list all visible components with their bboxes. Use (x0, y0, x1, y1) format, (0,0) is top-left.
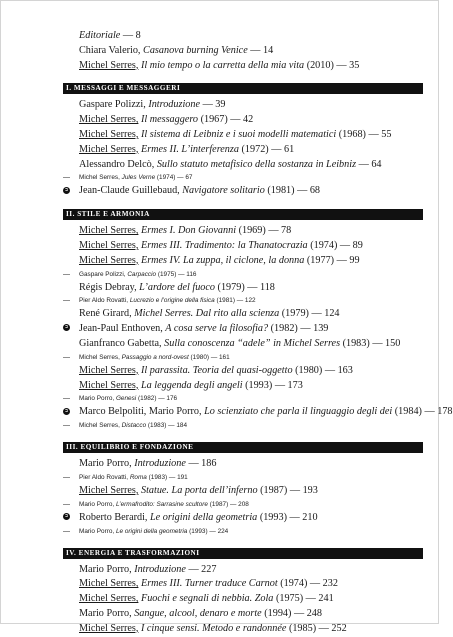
toc-entry[interactable] (63, 239, 423, 254)
entry-title: Casanova burning Venice (143, 44, 248, 56)
entry-title: I cinque sensi. Metodo e randonnée (140, 622, 287, 634)
entry-title: A cosa serve la filosofia? (165, 323, 269, 335)
page-dash: — (336, 59, 347, 71)
section-heading-label: IV. ENERGIA E TRASFORMAZIONI (66, 548, 200, 557)
page-dash: — (271, 143, 282, 155)
dash-marker: — (63, 297, 70, 305)
entry-author: Pier Aldo Rovatti, (79, 473, 129, 481)
toc-entry[interactable] (63, 563, 423, 578)
toc-entry[interactable] (63, 172, 423, 184)
arrow-glyph: ➲ (64, 512, 69, 519)
toc-entry[interactable] (63, 379, 423, 394)
entry-year: (1982) (268, 323, 298, 335)
page-dash: — (368, 128, 379, 140)
toc-entry[interactable] (63, 29, 423, 44)
entry-year: (1981) (214, 297, 235, 305)
page-dash: — (210, 353, 218, 361)
entry-year: (1994) (261, 607, 292, 619)
section-heading (63, 548, 423, 559)
entry-page: 227 (201, 563, 217, 575)
page-dash: — (297, 185, 308, 197)
toc-entry[interactable] (63, 420, 423, 432)
toc-entry[interactable] (63, 98, 423, 113)
entry-page: 118 (260, 281, 275, 293)
entry-author: Mario Porro, (79, 563, 132, 575)
entry-title: Sangue, alcool, denaro e morte (134, 607, 262, 619)
toc-entry[interactable] (63, 622, 423, 637)
entry-year: (1974) (307, 239, 338, 251)
toc-entry[interactable] (63, 307, 423, 322)
toc-entry[interactable] (63, 224, 423, 239)
entry-year: (1982) (136, 395, 157, 403)
entry-page: 122 (244, 297, 256, 305)
entry-author: Mario Porro, (79, 395, 115, 403)
section-heading-label: II. STILE E ARMONIA (66, 210, 150, 219)
page-dash: — (274, 379, 285, 391)
toc-entry[interactable] (63, 184, 423, 199)
entry-page: 64 (371, 158, 382, 170)
arrow-glyph: ➲ (64, 324, 69, 331)
entry-title: Introduzione (134, 458, 186, 470)
entry-title: Fuochi e segnali di nebbia. Zola (140, 593, 274, 605)
entry-page: 193 (302, 484, 318, 496)
entry-page: 116 (186, 270, 197, 278)
entry-author: Michel Serres, (79, 143, 139, 155)
entry-page: 61 (283, 143, 295, 155)
entry-title: Il mio tempo o la carretta della mia vita (140, 59, 305, 71)
toc-entry[interactable] (63, 113, 423, 128)
section-heading-label: III. EQUILIBRIO E FONDAZIONE (66, 443, 194, 452)
toc-entry[interactable] (63, 457, 423, 472)
entry-title: Le origini della geometria (150, 511, 258, 523)
page-dash: — (229, 500, 237, 508)
entry-page: 210 (302, 511, 318, 523)
entry-title: Ermes III. Turner traduce Carnot (140, 578, 278, 590)
entry-page: 78 (281, 225, 292, 237)
entry-author: Michel Serres, (79, 239, 139, 251)
entry-title: Ermes IV. La zuppa, il ciclone, la donna (140, 254, 305, 266)
toc-entry[interactable] (63, 337, 423, 352)
arrow-icon (63, 405, 75, 420)
page-dash: — (318, 622, 329, 634)
table-of-contents (63, 29, 453, 637)
entry-page: 55 (381, 128, 392, 140)
entry-page: 191 (177, 473, 188, 481)
entry-author: Mario Porro, (79, 500, 115, 508)
entry-author: Michel Serres, (79, 254, 139, 266)
arrow-glyph: ➲ (64, 186, 69, 193)
entry-page: 8 (135, 30, 141, 41)
page-dash: — (293, 607, 305, 619)
toc-entry[interactable] (63, 281, 423, 296)
entry-year: (1975) (156, 270, 177, 278)
entry-author: Pier Aldo Rovatti, (79, 297, 129, 305)
toc-entry[interactable] (63, 364, 423, 379)
entry-year: (1993) (242, 379, 273, 391)
entry-title: Roma (129, 473, 147, 481)
page-dash: — (236, 297, 244, 305)
entry-year: (1977) (304, 254, 335, 266)
dash-marker: — (63, 395, 70, 403)
entry-author: Michel Serres, (79, 593, 139, 605)
entry-page: 39 (215, 99, 226, 111)
entry-author: Michel Serres, (79, 578, 139, 590)
toc-entry[interactable] (63, 295, 423, 307)
entry-page: 248 (306, 607, 322, 619)
toc-entry[interactable] (63, 44, 423, 59)
entry-year: (1987) (257, 484, 288, 496)
entry-author: Michel Serres, (79, 622, 139, 634)
dash-marker: — (63, 473, 70, 481)
entry-title: Sulla conoscenza “adele” in Michel Serres (164, 337, 341, 349)
page-dash: — (305, 593, 316, 605)
entry-year: (1972) (238, 143, 269, 155)
page-dash: — (358, 158, 369, 170)
page-dash: — (268, 225, 279, 237)
toc-entry[interactable] (63, 577, 423, 592)
entry-author: Gaspare Polizzi, (79, 99, 146, 111)
entry-title: Passaggio a nord-ovest (121, 353, 189, 361)
arrow-glyph: ➲ (64, 407, 69, 414)
entry-page: 252 (331, 622, 347, 634)
entry-author: Michel Serres, (79, 484, 139, 496)
entry-page: 35 (349, 59, 360, 71)
entry-title: L’ermafrodito: Sarrasine scultore (115, 500, 208, 508)
dash-marker: — (63, 353, 70, 361)
page-dash: — (300, 323, 311, 335)
entry-page: 14 (263, 44, 274, 56)
entry-author: Régis Debray, (79, 281, 137, 293)
page-dash: — (158, 395, 165, 403)
entry-year: (1967) (198, 114, 228, 126)
entry-title: L’ardore del fuoco (139, 281, 215, 293)
toc-entry[interactable] (63, 592, 423, 607)
entry-author: Mario Porro, (79, 607, 132, 619)
entry-title: Ermes II. L’interferenza (140, 143, 239, 155)
entry-year: (1974) (277, 578, 308, 590)
entry-author: Roberto Berardi, (79, 511, 148, 523)
entry-page: 163 (337, 364, 353, 376)
entry-title: Michel Serres. Dal rito alla scienza (134, 308, 280, 320)
entry-author: Chiara Valerio, (79, 44, 141, 56)
dash-marker: — (63, 500, 70, 508)
page-dash: — (311, 308, 322, 320)
entry-page: 89 (352, 239, 363, 251)
page-dash: — (289, 484, 301, 496)
entry-year: (1980) (188, 353, 210, 361)
section-heading (63, 442, 423, 453)
entry-author: Alessandro Delcò, (79, 158, 155, 170)
entry-title: Il messaggero (140, 114, 199, 126)
section-heading (63, 209, 423, 220)
entry-year: (1987) (207, 500, 229, 508)
page-dash: — (336, 254, 347, 266)
entry-page: 232 (322, 578, 338, 590)
toc-entry[interactable] (63, 322, 423, 337)
entry-page: 224 (217, 527, 229, 535)
page-dash: — (324, 364, 336, 376)
entry-author: Mario Porro, (79, 458, 132, 470)
arrow-icon (63, 511, 75, 526)
entry-title: Introduzione (148, 99, 201, 111)
entry-year: (1983) (340, 337, 370, 349)
toc-entry[interactable] (63, 499, 423, 511)
entry-title: Le origini della geometria (115, 527, 188, 535)
entry-author: Mario Porro, (79, 527, 115, 535)
entry-author: Gaspare Polizzi, (79, 270, 126, 278)
entry-page: 68 (309, 185, 320, 197)
entry-page: 184 (176, 422, 188, 430)
entry-title: Statue. La porta dell’inferno (140, 484, 258, 496)
toc-entry[interactable] (63, 269, 423, 281)
page-dash: — (168, 473, 176, 481)
entry-author: Michel Serres, (79, 128, 139, 140)
page-dash: — (289, 511, 300, 523)
entry-year: (1983) (146, 473, 168, 481)
page-dash: — (122, 30, 134, 41)
page-dash: — (188, 563, 199, 575)
entry-title: Lo scienziato che parla il linguaggio degli dei (204, 406, 393, 418)
entry-page: 99 (349, 254, 360, 266)
page-dash: — (177, 174, 184, 182)
entry-year: (1979) (279, 308, 309, 320)
section-heading (63, 83, 423, 94)
entry-page: 178 (437, 406, 453, 418)
entry-title: Introduzione (134, 563, 186, 575)
entry-year: (1980) (292, 364, 323, 376)
entry-year: (1974) (155, 174, 176, 182)
toc-entry[interactable] (63, 59, 423, 74)
toc-entry[interactable] (63, 352, 423, 364)
entry-author: René Girard, (79, 308, 132, 320)
page-dash: — (247, 281, 258, 293)
entry-author: Marco Belpoliti, Mario Porro, (79, 406, 202, 418)
entry-page: 139 (313, 323, 329, 335)
entry-year: (1985) (286, 622, 317, 634)
entry-year: (1993) (187, 527, 208, 535)
entry-author: Michel Serres, (79, 353, 120, 361)
section-heading-label: I. MESSAGGI E MESSAGGERI (66, 84, 181, 93)
entry-author: Michel Serres, (79, 364, 139, 376)
toc-entry[interactable] (63, 393, 423, 405)
entry-title: Sullo statuto metafisico della sostanza in Leibniz (156, 158, 357, 170)
entry-title: Genesi (115, 395, 137, 403)
entry-page: 173 (287, 379, 303, 391)
page-dash: — (188, 458, 199, 470)
toc-entry[interactable] (63, 472, 423, 484)
page-dash: — (230, 114, 241, 126)
entry-page: 186 (201, 458, 217, 470)
page-dash: — (424, 406, 435, 418)
entry-author: Michel Serres, (79, 379, 139, 391)
entry-year: (1969) (236, 225, 266, 237)
entry-page: 176 (166, 395, 178, 403)
page-dash: — (309, 578, 321, 590)
page-dash: — (339, 239, 351, 251)
toc-entry[interactable] (63, 254, 423, 269)
entry-title: Editoriale (79, 30, 121, 41)
entry-author: Jean-Claude Guillebaud, (79, 185, 180, 197)
toc-entry[interactable] (63, 607, 423, 622)
entry-title: Jules Verne (121, 174, 156, 182)
dash-marker: — (63, 270, 70, 278)
entry-year: (1983) (146, 422, 167, 430)
entry-title: Ermes I. Don Giovanni (140, 225, 237, 237)
entry-page: 241 (318, 593, 334, 605)
entry-year: (1979) (215, 281, 245, 293)
entry-page: 208 (238, 500, 249, 508)
entry-year: (1981) (264, 185, 295, 197)
entry-title: Ermes III. Tradimento: la Thanatocrazia (140, 239, 308, 251)
entry-author: Michel Serres, (79, 59, 139, 71)
arrow-icon (63, 322, 75, 337)
dash-marker: — (63, 174, 70, 182)
toc-entry[interactable] (63, 511, 423, 526)
entry-author: Michel Serres, (79, 225, 139, 237)
entry-year: (1975) (273, 593, 304, 605)
page-dash: — (168, 422, 175, 430)
dash-marker: — (63, 527, 70, 535)
entry-title: Carpaccio (127, 270, 157, 278)
entry-author: Michel Serres, (79, 422, 120, 430)
entry-title: Il parassita. Teoria del quasi-oggetto (140, 364, 293, 376)
arrow-icon (63, 184, 75, 199)
entry-author: Gianfranco Gabetta, (79, 337, 162, 349)
entry-title: Distacco (121, 422, 147, 430)
entry-author: Michel Serres, (79, 114, 139, 126)
entry-author: Michel Serres, (79, 174, 120, 182)
entry-title: Il sistema di Leibniz e i suoi modelli matematici (140, 128, 337, 140)
entry-title: La leggenda degli angeli (140, 379, 243, 391)
toc-entry[interactable] (63, 158, 423, 173)
entry-page: 42 (243, 114, 254, 126)
page-dash: — (209, 527, 216, 535)
toc-entry[interactable] (63, 405, 453, 420)
page-dash: — (178, 270, 185, 278)
entry-title: Lucrezio e l’origine della fisica (129, 297, 215, 305)
toc-entry[interactable] (63, 484, 423, 499)
entry-year: (1993) (257, 511, 287, 523)
page-dash: — (372, 337, 383, 349)
dash-marker: — (63, 422, 70, 430)
entry-page: 161 (218, 353, 230, 361)
toc-entry[interactable] (63, 526, 423, 538)
page-dash: — (202, 99, 213, 111)
entry-page: 124 (324, 308, 340, 320)
entry-page: 150 (385, 337, 401, 349)
entry-year: (1968) (336, 128, 366, 140)
toc-entry[interactable] (63, 143, 423, 158)
entry-year: (2010) (304, 59, 334, 71)
page-dash: — (250, 44, 261, 56)
entry-year: (1984) (392, 406, 422, 418)
entry-author: Jean-Paul Enthoven, (79, 323, 163, 335)
entry-page: 67 (185, 174, 193, 182)
toc-entry[interactable] (63, 128, 423, 143)
entry-title: Navigatore solitario (182, 185, 265, 197)
